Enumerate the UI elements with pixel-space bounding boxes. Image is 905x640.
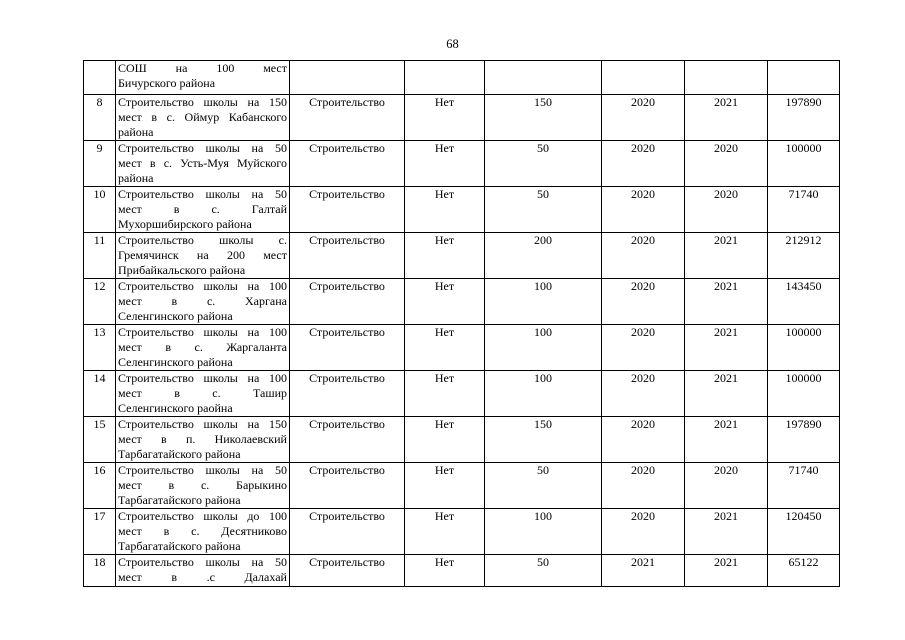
work-type: Строительство — [290, 509, 405, 555]
object-name-line: мест в с. Барыкино — [118, 478, 287, 492]
object-name — [116, 141, 290, 187]
capacity-value: 150 — [485, 417, 602, 463]
year-start: 2020 — [602, 417, 685, 463]
object-name-line: Тарбагатайского района — [118, 539, 241, 553]
object-name — [116, 325, 290, 371]
year-end: 2021 — [685, 555, 768, 587]
table-row — [84, 95, 840, 141]
row-number: 15 — [84, 417, 116, 463]
work-type: Строительство — [290, 325, 405, 371]
row-number: 17 — [84, 509, 116, 555]
table-body — [84, 61, 840, 587]
flag-value: Нет — [405, 509, 485, 555]
sum-value: 212912 — [768, 233, 840, 279]
year-end: 2021 — [685, 371, 768, 417]
object-name-line: района — [118, 125, 154, 139]
row-number: 9 — [84, 141, 116, 187]
year-end: 2020 — [685, 141, 768, 187]
object-name-line: Тарбагатайского района — [118, 493, 241, 507]
object-name-line: Селенгинского раойна — [118, 401, 233, 415]
row-number: 18 — [84, 555, 116, 587]
construction-table — [83, 60, 840, 587]
year-start: 2020 — [602, 141, 685, 187]
year-start: 2020 — [602, 187, 685, 233]
object-name — [116, 233, 290, 279]
year-start: 2020 — [602, 509, 685, 555]
row-number: 16 — [84, 463, 116, 509]
object-name-line: мест в с. Галтай — [118, 202, 287, 216]
row-number: 11 — [84, 233, 116, 279]
year-end: 2020 — [685, 187, 768, 233]
object-name — [116, 279, 290, 325]
sum-value: 197890 — [768, 95, 840, 141]
object-name-line: Селенгинского района — [118, 309, 233, 323]
year-start: 2020 — [602, 233, 685, 279]
flag-value: Нет — [405, 417, 485, 463]
year-start: 2020 — [602, 279, 685, 325]
object-name-line: мест в .с Далахай — [118, 570, 287, 584]
capacity-value: 50 — [485, 555, 602, 587]
object-name-line: района — [118, 171, 154, 185]
object-name — [116, 555, 290, 587]
object-name-line: мест в с. Десятниково — [118, 524, 287, 538]
row-number — [84, 61, 116, 95]
object-name-line: мест в с. Жаргаланта — [118, 340, 287, 354]
flag-value: Нет — [405, 555, 485, 587]
object-name-line: Мухоршибирского района — [118, 217, 252, 231]
object-name — [116, 509, 290, 555]
object-name-line: мест в п. Николаевский — [118, 432, 287, 446]
capacity-value: 100 — [485, 325, 602, 371]
capacity-value: 100 — [485, 279, 602, 325]
table-row — [84, 187, 840, 233]
object-name — [116, 95, 290, 141]
year-end: 2021 — [685, 325, 768, 371]
capacity-value: 50 — [485, 463, 602, 509]
table-row — [84, 555, 840, 587]
object-name-line: Строительство школы на 50 — [118, 187, 287, 201]
flag-value — [405, 61, 485, 95]
object-name-line: Гремячинск на 200 мест — [118, 248, 287, 262]
capacity-value: 100 — [485, 371, 602, 417]
object-name-line: СОШ на 100 мест — [118, 61, 287, 75]
work-type: Строительство — [290, 555, 405, 587]
object-name-line: Строительство школы на 50 — [118, 555, 287, 569]
table-row — [84, 233, 840, 279]
table-row — [84, 509, 840, 555]
object-name — [116, 371, 290, 417]
work-type — [290, 61, 405, 95]
object-name-line: Бичурского района — [118, 76, 216, 90]
year-end: 2021 — [685, 509, 768, 555]
work-type: Строительство — [290, 463, 405, 509]
sum-value: 120450 — [768, 509, 840, 555]
work-type: Строительство — [290, 279, 405, 325]
flag-value: Нет — [405, 141, 485, 187]
row-number: 13 — [84, 325, 116, 371]
row-number: 14 — [84, 371, 116, 417]
year-start: 2020 — [602, 325, 685, 371]
flag-value: Нет — [405, 95, 485, 141]
table-row — [84, 325, 840, 371]
sum-value: 100000 — [768, 141, 840, 187]
table-row — [84, 279, 840, 325]
capacity-value: 50 — [485, 187, 602, 233]
object-name — [116, 61, 290, 95]
year-end: 2021 — [685, 279, 768, 325]
object-name-line: Строительство школы на 100 — [118, 279, 287, 293]
row-number: 8 — [84, 95, 116, 141]
object-name-line: Селенгинского района — [118, 355, 233, 369]
row-number: 12 — [84, 279, 116, 325]
capacity-value: 100 — [485, 509, 602, 555]
year-start: 2020 — [602, 371, 685, 417]
object-name-line: Строительство школы на 150 — [118, 417, 287, 431]
object-name-line: мест в с. Усть-Муя Муйского — [118, 156, 287, 170]
page-number: 68 — [446, 37, 459, 51]
year-start: 2020 — [602, 95, 685, 141]
flag-value: Нет — [405, 279, 485, 325]
table-row — [84, 371, 840, 417]
object-name-line: Строительство школы на 50 — [118, 141, 287, 155]
capacity-value: 50 — [485, 141, 602, 187]
object-name — [116, 417, 290, 463]
year-end — [685, 61, 768, 95]
work-type: Строительство — [290, 417, 405, 463]
flag-value: Нет — [405, 325, 485, 371]
object-name-line: Строительство школы на 150 — [118, 95, 287, 109]
object-name-line: Строительство школы на 100 — [118, 371, 287, 385]
flag-value: Нет — [405, 371, 485, 417]
flag-value: Нет — [405, 233, 485, 279]
year-start: 2020 — [602, 463, 685, 509]
table-row — [84, 463, 840, 509]
sum-value: 100000 — [768, 371, 840, 417]
sum-value: 71740 — [768, 463, 840, 509]
work-type: Строительство — [290, 187, 405, 233]
year-end: 2020 — [685, 463, 768, 509]
object-name-line: Строительство школы на 100 — [118, 325, 287, 339]
object-name — [116, 187, 290, 233]
year-end: 2021 — [685, 417, 768, 463]
sum-value: 71740 — [768, 187, 840, 233]
table-row — [84, 141, 840, 187]
flag-value: Нет — [405, 187, 485, 233]
capacity-value: 150 — [485, 95, 602, 141]
sum-value: 143450 — [768, 279, 840, 325]
sum-value: 197890 — [768, 417, 840, 463]
year-end: 2021 — [685, 233, 768, 279]
capacity-value — [485, 61, 602, 95]
table-row — [84, 417, 840, 463]
row-number: 10 — [84, 187, 116, 233]
work-type: Строительство — [290, 95, 405, 141]
year-start — [602, 61, 685, 95]
year-end: 2021 — [685, 95, 768, 141]
object-name-line: Прибайкальского района — [118, 263, 246, 277]
sum-value: 100000 — [768, 325, 840, 371]
table-row — [84, 61, 840, 95]
capacity-value: 200 — [485, 233, 602, 279]
object-name — [116, 463, 290, 509]
sum-value: 65122 — [768, 555, 840, 587]
flag-value: Нет — [405, 463, 485, 509]
object-name-line: мест в с. Ташир — [118, 386, 287, 400]
object-name-line: Строительство школы на 50 — [118, 463, 287, 477]
object-name-line: Строительство школы с. — [118, 233, 287, 247]
year-start: 2021 — [602, 555, 685, 587]
work-type: Строительство — [290, 371, 405, 417]
object-name-line: мест в с. Харгана — [118, 294, 287, 308]
sum-value — [768, 61, 840, 95]
object-name-line: Строительство школы до 100 — [118, 509, 287, 523]
work-type: Строительство — [290, 141, 405, 187]
object-name-line: Тарбагатайского района — [118, 447, 241, 461]
object-name-line: мест в с. Оймур Кабанского — [118, 110, 287, 124]
work-type: Строительство — [290, 233, 405, 279]
